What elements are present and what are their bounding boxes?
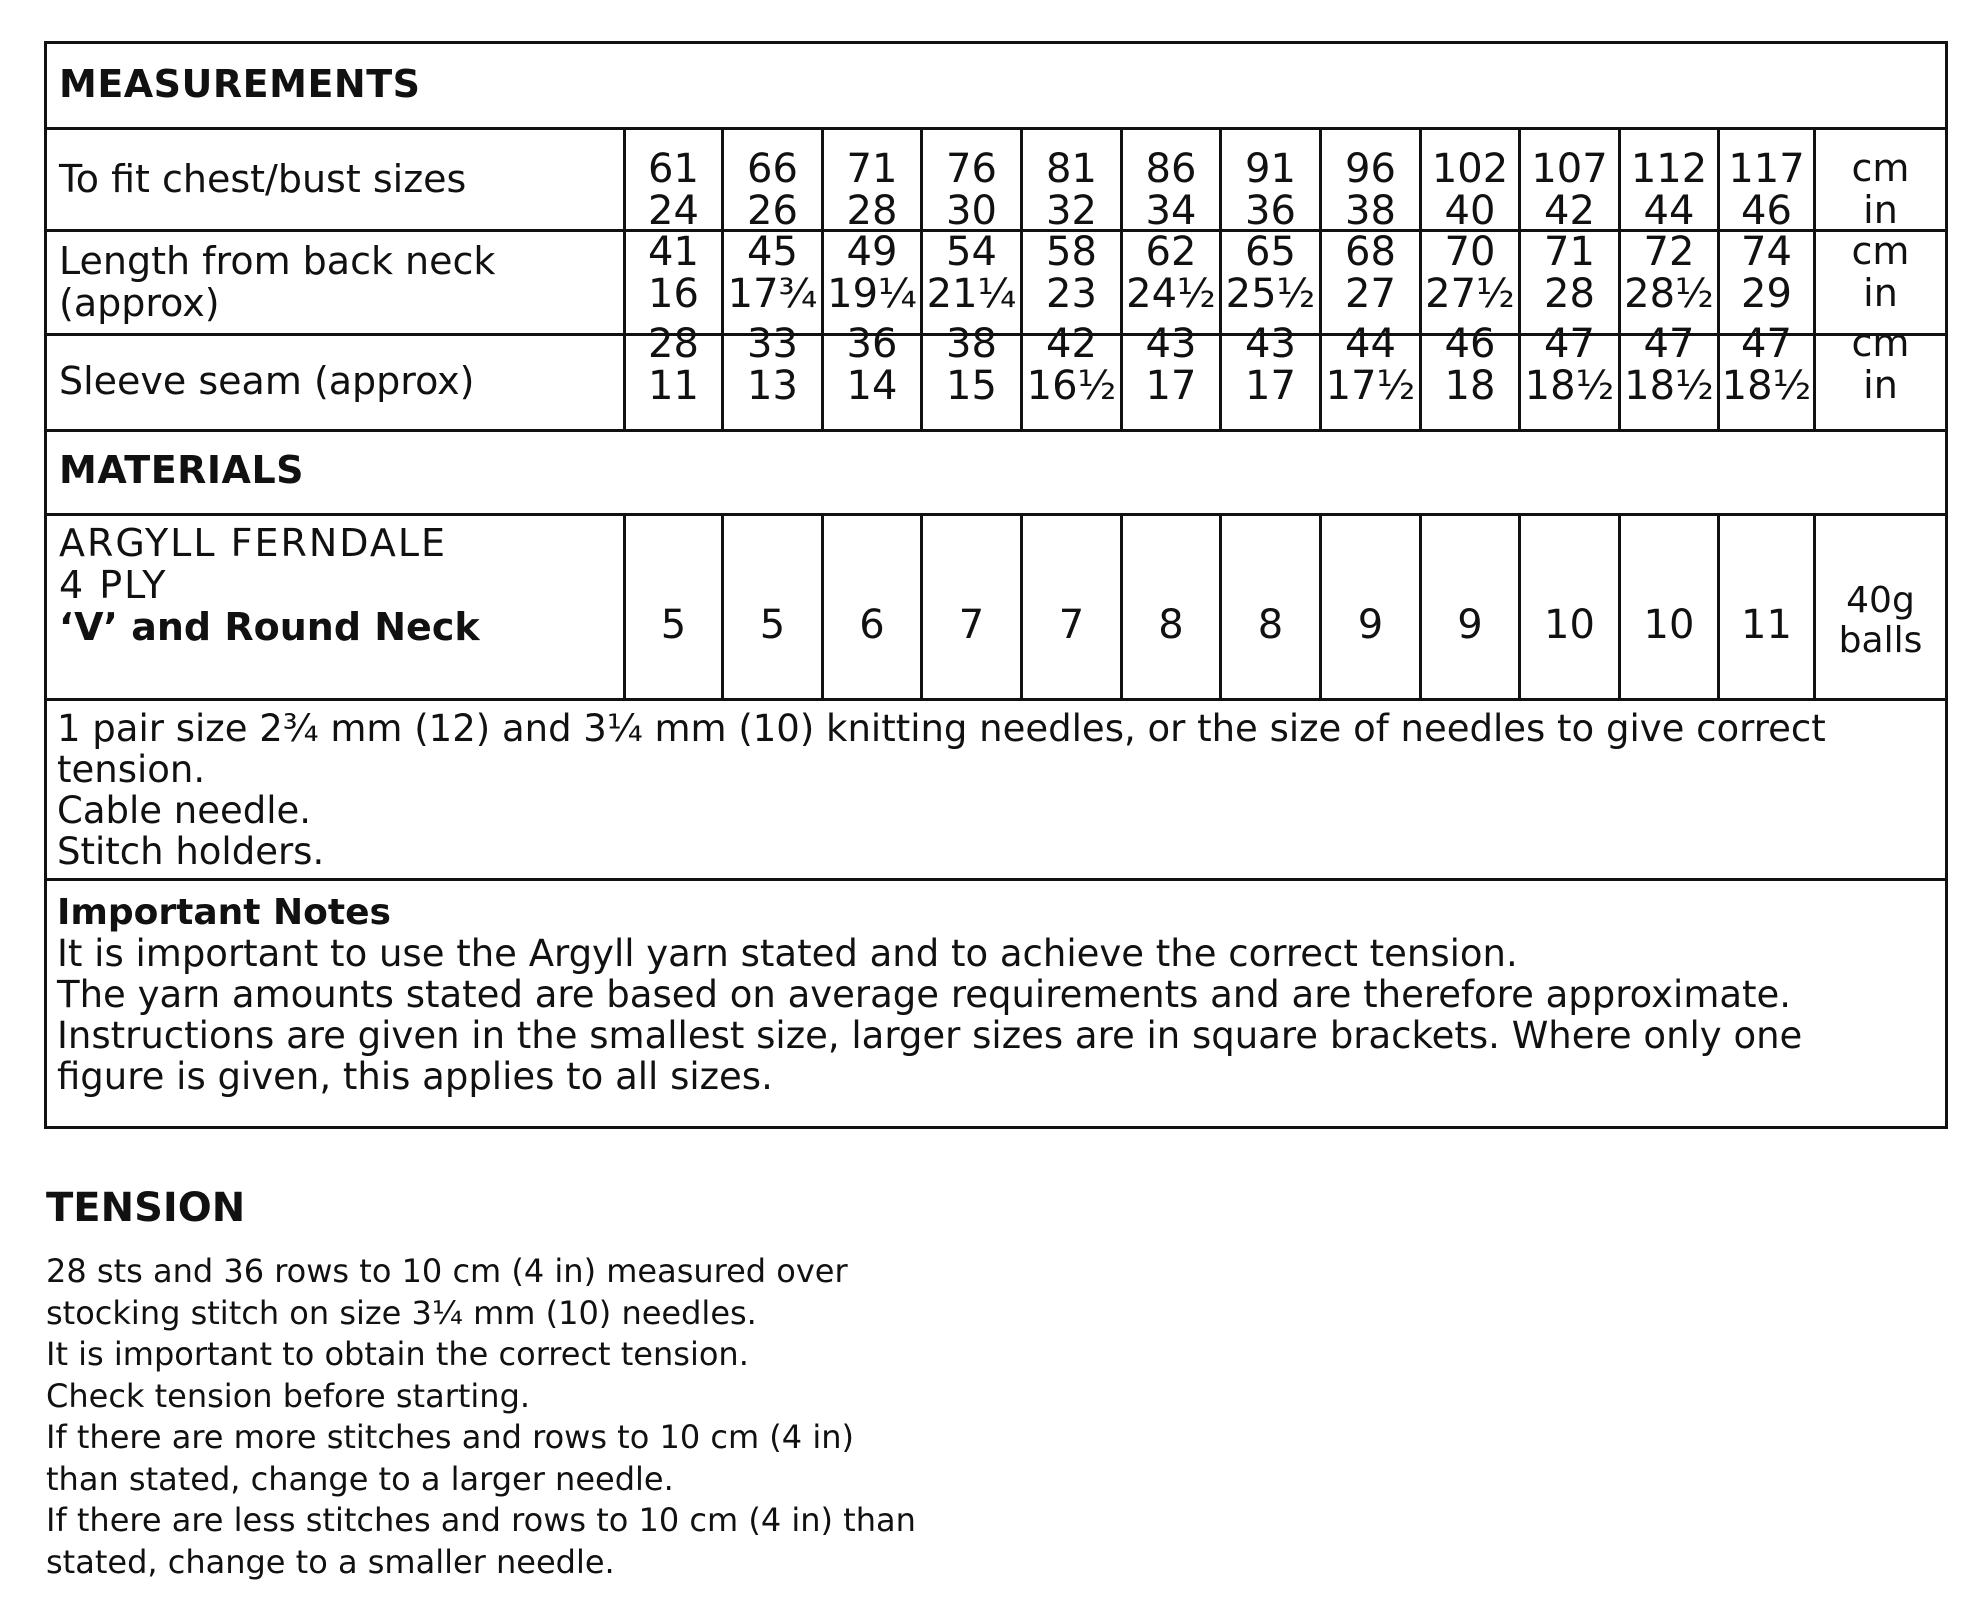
- balls-value: 10: [1544, 602, 1595, 648]
- size-value-cm: 102: [1431, 146, 1509, 192]
- size-value-cm: 28: [648, 321, 699, 367]
- row-label-length-line1: Length from back neck: [59, 239, 496, 283]
- tension-line: It is important to obtain the correct tension.: [46, 1335, 749, 1373]
- balls-value: 9: [1357, 602, 1384, 648]
- size-value-in: 28: [1544, 271, 1595, 317]
- size-value-cm: 46: [1444, 321, 1496, 367]
- size-value-cm: 91: [1245, 146, 1296, 192]
- tension-heading: TENSION: [46, 1185, 246, 1231]
- size-value-cm: 47: [1643, 321, 1695, 367]
- notes-line1: It is important to use the Argyll yarn stated and to achieve the correct tension.: [57, 932, 1518, 975]
- size-value-in: 17¾: [727, 271, 818, 317]
- size-value-cm: 96: [1345, 146, 1396, 192]
- size-value-cm: 68: [1345, 229, 1396, 275]
- size-value-in: 17: [1145, 363, 1197, 409]
- size-value-in: 40: [1444, 188, 1496, 234]
- size-value-cm: 76: [946, 146, 997, 192]
- tension-line: stated, change to a smaller needle.: [46, 1542, 615, 1581]
- size-value-in: 17: [1245, 363, 1296, 409]
- size-value-cm: 86: [1145, 146, 1197, 192]
- size-value-in: 25½: [1225, 271, 1316, 317]
- size-value-cm: 71: [846, 146, 898, 192]
- needles-line3: Cable needle.: [57, 789, 312, 832]
- notes-line3: Instructions are given in the smallest size, larger sizes are in square brackets. Where only one: [57, 1014, 1803, 1057]
- size-value-cm: 42: [1046, 321, 1097, 367]
- balls-value: 11: [1741, 602, 1792, 648]
- balls-value: 7: [1058, 602, 1085, 648]
- unit-cm: cm: [1851, 321, 1910, 365]
- size-value-cm: 70: [1444, 229, 1496, 275]
- size-value-cm: 58: [1046, 229, 1097, 275]
- size-value-in: 19¼: [827, 271, 917, 317]
- size-value-cm: 38: [946, 321, 997, 367]
- size-value-in: 26: [747, 188, 798, 234]
- size-value-cm: 54: [946, 229, 997, 275]
- balls-value: 10: [1643, 602, 1695, 648]
- unit-weight: 40g: [1846, 580, 1915, 621]
- size-value-cm: 65: [1245, 229, 1296, 275]
- notes-heading: Important Notes: [57, 892, 391, 933]
- size-value-in: 15: [946, 363, 997, 409]
- size-value-cm: 47: [1544, 321, 1595, 367]
- size-value-in: 36: [1245, 188, 1296, 234]
- size-value-in: 30: [946, 188, 997, 234]
- size-value-in: 42: [1544, 188, 1595, 234]
- needles-text: [57, 708, 1931, 872]
- divider: [47, 878, 1945, 881]
- tension-line: than stated, change to a larger needle.: [46, 1459, 674, 1498]
- unit-cm: cm: [1851, 146, 1910, 190]
- balls-value: 8: [1257, 602, 1284, 648]
- tension-line: If there are more stitches and rows to 10 cm (4 in): [46, 1418, 854, 1456]
- size-value-in: 27: [1345, 271, 1396, 317]
- unit-in: in: [1863, 363, 1898, 407]
- row-label-sleeve: Sleeve seam (approx): [59, 359, 475, 403]
- balls-value: 6: [859, 602, 885, 648]
- size-value-in: 16½: [1026, 363, 1117, 409]
- notes-line4: figure is given, this applies to all sizes.: [57, 1055, 773, 1098]
- divider: [47, 127, 1945, 130]
- size-value-in: 29: [1741, 271, 1792, 317]
- balls-value: 7: [958, 602, 985, 648]
- pattern-table: [44, 41, 1948, 1129]
- size-value-in: 44: [1643, 188, 1695, 234]
- unit-in: in: [1863, 271, 1898, 315]
- size-value-cm: 71: [1544, 229, 1595, 275]
- size-value-cm: 107: [1531, 146, 1608, 192]
- tension-line: Check tension before starting.: [46, 1376, 531, 1415]
- size-value-cm: 117: [1728, 146, 1805, 192]
- size-value-cm: 36: [846, 321, 898, 367]
- size-value-in: 34: [1145, 188, 1197, 234]
- size-value-cm: 45: [747, 229, 798, 275]
- size-value-cm: 47: [1741, 321, 1792, 367]
- size-value-in: 23: [1046, 271, 1097, 317]
- row-label-length: [59, 240, 495, 324]
- size-value-cm: 61: [648, 146, 699, 192]
- tension-line: 28 sts and 36 rows to 10 cm (4 in) measured over: [46, 1252, 848, 1290]
- size-value-in: 38: [1345, 188, 1396, 234]
- yarn-label: [59, 522, 480, 648]
- size-value-cm: 66: [747, 146, 798, 192]
- size-value-cm: 81: [1046, 146, 1097, 192]
- yarn-name: ARGYLL FERNDALE: [59, 521, 448, 565]
- unit-in: in: [1863, 188, 1898, 232]
- needles-line2: tension.: [57, 748, 206, 791]
- divider: [47, 429, 1945, 432]
- needles-line1: 1 pair size 2¾ mm (12) and 3¼ mm (10) knitting needles, or the size of needles to give correct: [57, 707, 1826, 750]
- size-value-cm: 62: [1145, 229, 1197, 275]
- balls-value: 5: [660, 602, 687, 648]
- size-value-in: 18: [1444, 363, 1496, 409]
- size-value-in: 11: [648, 363, 699, 409]
- balls-value: 5: [759, 602, 786, 648]
- size-value-in: 16: [648, 271, 699, 317]
- measurements-heading: MEASUREMENTS: [59, 62, 421, 106]
- size-value-in: 17½: [1325, 363, 1416, 409]
- balls-value: 9: [1457, 602, 1483, 648]
- size-value-in: 14: [846, 363, 898, 409]
- size-value-cm: 44: [1345, 321, 1396, 367]
- tension-section: [46, 1185, 1046, 1583]
- size-value-in: 28: [846, 188, 898, 234]
- notes-line2: The yarn amounts stated are based on average requirements and are therefore approximate.: [57, 973, 1792, 1016]
- row-label-length-line2: (approx): [59, 281, 220, 325]
- divider: [47, 513, 1945, 516]
- size-value-cm: 43: [1145, 321, 1197, 367]
- size-value-in: 13: [747, 363, 798, 409]
- important-notes: [57, 892, 1931, 1097]
- size-value-cm: 33: [747, 321, 798, 367]
- unit-balls: balls: [1838, 620, 1923, 661]
- size-value-in: 27½: [1425, 271, 1515, 317]
- tension-line: If there are less stitches and rows to 10 cm (4 in) than: [46, 1501, 916, 1539]
- tension-line: stocking stitch on size 3¼ mm (10) needles.: [46, 1293, 757, 1332]
- size-value-in: 18½: [1524, 363, 1615, 409]
- balls-value: 8: [1158, 602, 1184, 648]
- size-value-cm: 74: [1741, 229, 1792, 275]
- size-value-in: 24: [648, 188, 699, 234]
- size-value-cm: 49: [846, 229, 898, 275]
- needles-line4: Stitch holders.: [57, 830, 325, 873]
- size-value-in: 28½: [1624, 271, 1714, 317]
- size-value-in: 46: [1741, 188, 1792, 234]
- size-value-in: 21¼: [926, 271, 1017, 317]
- size-value-in: 24½: [1126, 271, 1216, 317]
- size-value-in: 18½: [1721, 363, 1812, 409]
- tension-body: [46, 1251, 1046, 1583]
- size-value-in: 32: [1046, 188, 1097, 234]
- size-value-cm: 43: [1245, 321, 1296, 367]
- yarn-style: ‘V’ and Round Neck: [59, 605, 480, 649]
- size-value-cm: 112: [1630, 146, 1708, 192]
- materials-heading: MATERIALS: [59, 448, 305, 492]
- unit-cm: cm: [1851, 229, 1910, 273]
- divider: [47, 698, 1945, 701]
- size-value-in: 18½: [1624, 363, 1714, 409]
- size-value-cm: 72: [1643, 229, 1695, 275]
- yarn-ply: 4 PLY: [59, 563, 168, 607]
- size-value-cm: 41: [648, 229, 699, 275]
- row-label-chest: To fit chest/bust sizes: [59, 157, 467, 201]
